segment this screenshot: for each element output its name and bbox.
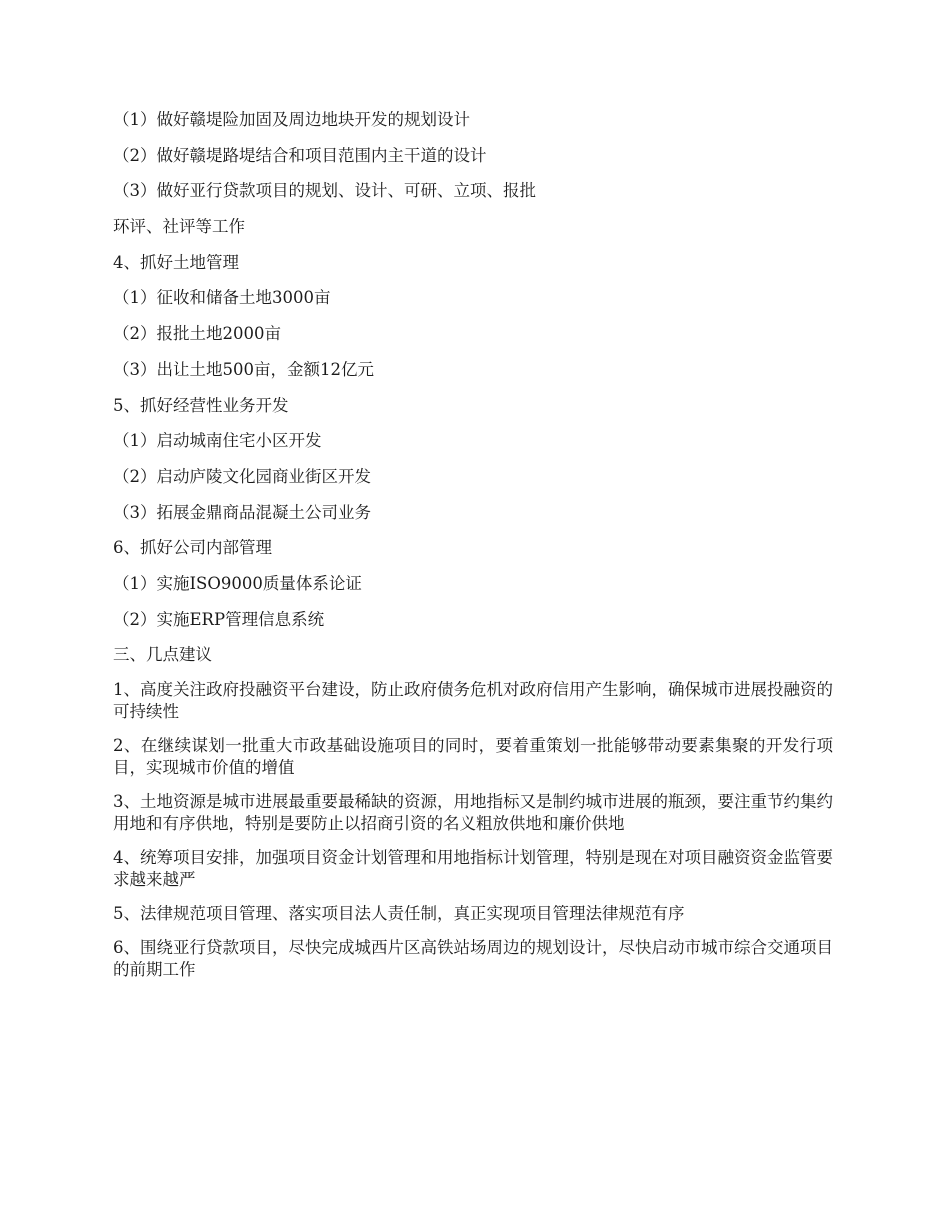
text-line: （3）拓展金鼎商品混凝土公司业务 xyxy=(113,502,371,522)
text-line: 环评、社评等工作 xyxy=(113,217,245,237)
text-line: （2）做好赣堤路堤结合和项目范围内主干道的设计 xyxy=(113,145,487,165)
suggestion-paragraph: 1、高度关注政府投融资平台建设，防止政府债务危机对政府信用产生影响，确保城市进展投融资的可持续性 xyxy=(113,680,833,722)
section-heading: 6、抓好公司内部管理 xyxy=(113,538,272,558)
suggestion-paragraph: 5、法律规范项目管理、落实项目法人责任制，真正实现项目管理法律规范有序 xyxy=(113,904,685,924)
suggestion-paragraph: 6、围绕亚行贷款项目，尽快完成城西片区高铁站场周边的规划设计，尽快启动市城市综合交通项目的前期工作 xyxy=(113,938,833,980)
suggestion-paragraph: 2、在继续谋划一批重大市政基础设施项目的同时，要着重策划一批能够带动要素集聚的开发行项目，实现城市价值的增值 xyxy=(113,736,833,778)
document-page xyxy=(113,108,833,981)
text-line: （1）征收和储备土地3000亩 xyxy=(113,288,331,308)
text-line: （1）做好赣堤险加固及周边地块开发的规划设计 xyxy=(113,110,470,129)
section-heading: 4、抓好土地管理 xyxy=(113,252,239,272)
suggestion-paragraph: 4、统筹项目安排，加强项目资金计划管理和用地指标计划管理，特别是现在对项目融资资金监管要求越来越严 xyxy=(113,848,833,890)
text-line: （2）报批土地2000亩 xyxy=(113,324,281,344)
text-line: （3）做好亚行贷款项目的规划、设计、可研、立项、报批 xyxy=(113,181,536,201)
section-heading: 三、几点建议 xyxy=(113,645,212,665)
text-line: （3）出让土地500亩，金额12亿元 xyxy=(113,359,374,379)
section-heading: 5、抓好经营性业务开发 xyxy=(113,395,289,415)
text-line: （1）实施ISO9000质量体系论证 xyxy=(113,573,362,593)
text-line: （2）启动庐陵文化园商业街区开发 xyxy=(113,466,371,486)
text-line: （1）启动城南住宅小区开发 xyxy=(113,431,322,451)
suggestion-paragraph: 3、土地资源是城市进展最重要最稀缺的资源，用地指标又是制约城市进展的瓶颈，要注重节约集约用地和有序供地，特别是要防止以招商引资的名义粗放供地和廉价供地 xyxy=(113,792,833,834)
text-line: （2）实施ERP管理信息系统 xyxy=(113,609,325,629)
